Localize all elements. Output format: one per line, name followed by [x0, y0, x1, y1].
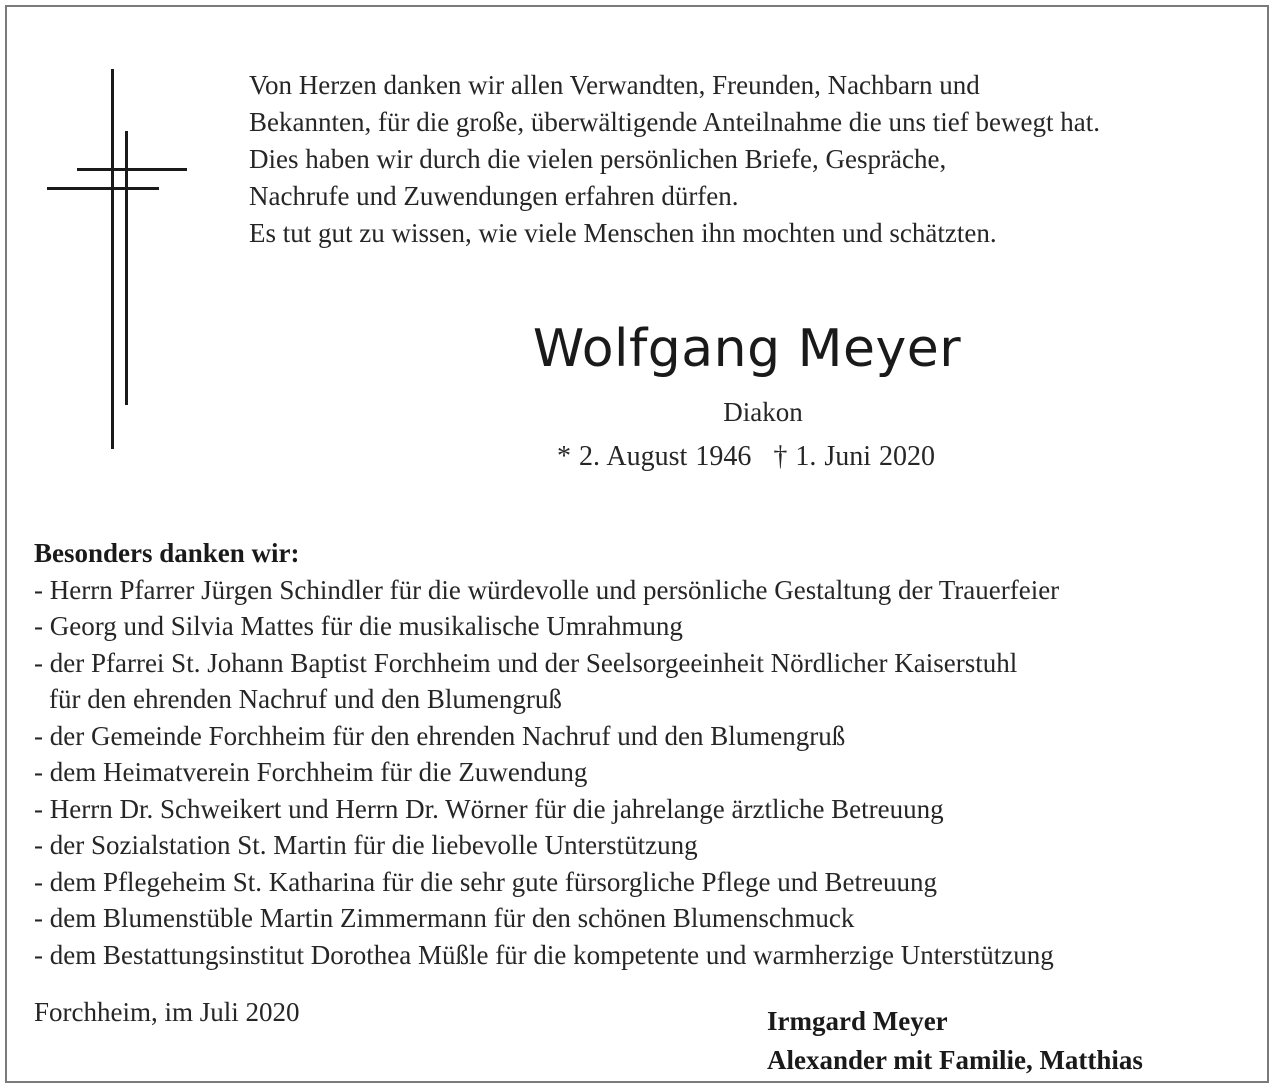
- intro-line: Es tut gut zu wissen, wie viele Menschen ihn mochten und schätzten.: [249, 218, 997, 248]
- signer: Irmgard Meyer: [767, 1006, 948, 1036]
- thanks-item: - der Sozialstation St. Martin für die liebevolle Unterstützung: [34, 830, 698, 860]
- thanks-section: [34, 535, 1254, 973]
- thanks-item: - der Pfarrei St. Johann Baptist Forchheim und der Seelsorgeeinheit Nördlicher Kaiserstuhl: [34, 647, 1018, 678]
- deceased-name: Wolfgang Meyer: [532, 319, 962, 379]
- intro-line: Dies haben wir durch die vielen persönlichen Briefe, Gespräche,: [249, 144, 947, 174]
- thanks-item: - dem Bestattungsinstitut Dorothea Müßle für die kompetente und warmherzige Unterstützung: [34, 939, 1054, 970]
- thanks-item: - der Gemeinde Forchheim für den ehrenden Nachruf und den Blumengruß: [34, 720, 846, 751]
- signers: [767, 1002, 1143, 1080]
- thanks-heading: Besonders danken wir:: [34, 538, 300, 568]
- intro-line: Bekannten, für die große, überwältigende Anteilnahme die uns tief bewegt hat.: [249, 107, 1100, 137]
- signer: Alexander mit Familie, Matthias: [767, 1045, 1143, 1075]
- intro-line: Von Herzen danken wir allen Verwandten, Freunden, Nachbarn und: [249, 70, 980, 100]
- obituary-notice: [5, 5, 1269, 1083]
- thanks-item-continuation: für den ehrenden Nachruf und den Blumengruß: [49, 684, 562, 714]
- thanks-item: - Georg und Silvia Mattes für die musikalische Umrahmung: [34, 611, 683, 641]
- thanks-item: - dem Heimatverein Forchheim für die Zuwendung: [34, 757, 588, 787]
- thanks-item: - Herrn Dr. Schweikert und Herrn Dr. Wörner für die jahrelange ärztliche Betreuung: [34, 793, 944, 824]
- life-dates: [7, 441, 1280, 473]
- deceased-title: Diakon: [723, 397, 803, 427]
- intro-text: [249, 67, 1259, 252]
- death-date: † 1. Juni 2020: [773, 441, 936, 472]
- place-date: Forchheim, im Juli 2020: [34, 997, 300, 1027]
- birth-date: * 2. August 1946: [556, 441, 752, 472]
- thanks-item: - dem Blumenstüble Martin Zimmermann für den schönen Blumenschmuck: [34, 903, 855, 933]
- thanks-item: - Herrn Pfarrer Jürgen Schindler für die würdevolle und persönliche Gestaltung der Trauerfeier: [34, 574, 1060, 605]
- intro-line: Nachrufe und Zuwendungen erfahren dürfen.: [249, 181, 739, 211]
- thanks-item: - dem Pflegeheim St. Katharina für die sehr gute fürsorgliche Pflege und Betreuung: [34, 866, 937, 897]
